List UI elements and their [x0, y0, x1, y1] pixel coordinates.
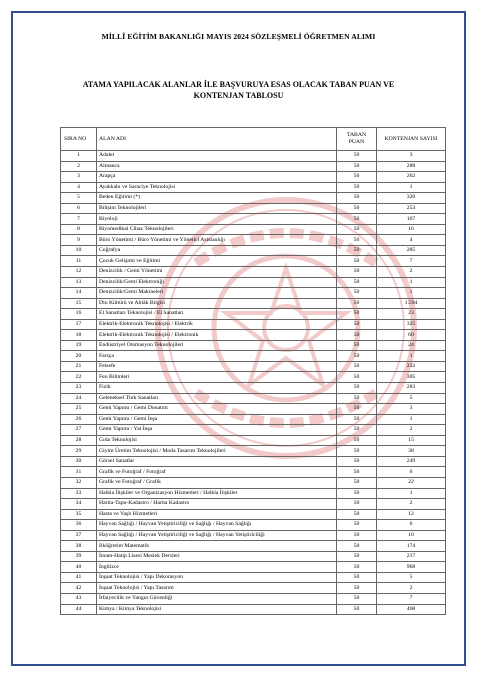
- row-kontenjan: 6: [377, 520, 446, 531]
- row-alan-adi: İmam-Hatip Lisesi Meslek Dersleri: [97, 551, 337, 562]
- table-row: [61, 509, 446, 520]
- row-sira-no: 30: [61, 456, 97, 467]
- table-row: [61, 604, 446, 615]
- row-kontenjan: 217: [377, 551, 446, 562]
- row-kontenjan: 3: [377, 404, 446, 415]
- row-sira-no: 14: [61, 288, 97, 299]
- quota-table: [60, 127, 446, 615]
- row-sira-no: 7: [61, 214, 97, 225]
- row-kontenjan: 6: [377, 467, 446, 478]
- row-taban-puan: 50: [337, 477, 377, 488]
- header-alan-adi: ALAN ADI: [97, 128, 337, 151]
- row-kontenjan: 285: [377, 245, 446, 256]
- row-taban-puan: 50: [337, 193, 377, 204]
- row-alan-adi: İnşaat Teknolojisi / Yapı Dekorasyon: [97, 572, 337, 583]
- row-alan-adi: Denizcilik/Gemi Elektroniği: [97, 277, 337, 288]
- row-sira-no: 15: [61, 298, 97, 309]
- row-kontenjan: 968: [377, 562, 446, 573]
- row-taban-puan: 50: [337, 425, 377, 436]
- row-sira-no: 17: [61, 319, 97, 330]
- row-sira-no: 26: [61, 414, 97, 425]
- row-kontenjan: 1.594: [377, 298, 446, 309]
- table-row: [61, 562, 446, 573]
- row-sira-no: 41: [61, 572, 97, 583]
- row-alan-adi: Grafik ve Fotoğraf / Fotoğraf: [97, 467, 337, 478]
- table-row: [61, 330, 446, 341]
- table-row: [61, 541, 446, 552]
- row-taban-puan: 50: [337, 414, 377, 425]
- row-taban-puan: 50: [337, 393, 377, 404]
- row-kontenjan: 305: [377, 372, 446, 383]
- row-sira-no: 33: [61, 488, 97, 499]
- table-row: [61, 267, 446, 278]
- row-alan-adi: Elektrik-Elektronik Teknolojisi / Elektrik: [97, 319, 337, 330]
- row-sira-no: 25: [61, 404, 97, 415]
- table-row: [61, 151, 446, 162]
- row-taban-puan: 50: [337, 435, 377, 446]
- table-row: [61, 203, 446, 214]
- row-taban-puan: 50: [337, 309, 377, 320]
- header-kontenjan: [377, 128, 446, 151]
- table-row: [61, 404, 446, 415]
- row-alan-adi: Hasta ve Yaşlı Hizmetleri: [97, 509, 337, 520]
- row-sira-no: 13: [61, 277, 97, 288]
- row-taban-puan: 50: [337, 383, 377, 394]
- table-row: [61, 393, 446, 404]
- row-alan-adi: Fizik: [97, 383, 337, 394]
- table-row: [61, 361, 446, 372]
- row-alan-adi: Büro Yönetimi / Büro Yönetimi ve Yönetici Asistanlığı: [97, 235, 337, 246]
- row-sira-no: 44: [61, 604, 97, 615]
- document-title: MİLLÎ EĞİTİM BAKANLIĞI MAYIS 2024 SÖZLEŞMELİ ÖĞRETMEN ALIMI: [101, 32, 376, 41]
- row-sira-no: 28: [61, 435, 97, 446]
- table-row: [61, 488, 446, 499]
- table-row: [61, 435, 446, 446]
- row-alan-adi: Biyomedikal Cihaz Teknolojileri: [97, 224, 337, 235]
- row-sira-no: 16: [61, 309, 97, 320]
- row-kontenjan: 2: [377, 425, 446, 436]
- row-kontenjan: 16: [377, 224, 446, 235]
- row-sira-no: 42: [61, 583, 97, 594]
- table-row: [61, 372, 446, 383]
- row-alan-adi: Halkla İlişkiler ve Organizasyon Hizmetleri / Halkla İlişkiler: [97, 488, 337, 499]
- row-kontenjan: 283: [377, 383, 446, 394]
- row-kontenjan: 7: [377, 256, 446, 267]
- row-kontenjan: 60: [377, 330, 446, 341]
- row-taban-puan: 50: [337, 172, 377, 183]
- row-sira-no: 38: [61, 541, 97, 552]
- row-taban-puan: 50: [337, 541, 377, 552]
- row-alan-adi: Görsel Sanatlar: [97, 456, 337, 467]
- row-sira-no: 10: [61, 245, 97, 256]
- row-kontenjan: 2: [377, 583, 446, 594]
- row-kontenjan: 262: [377, 172, 446, 183]
- row-sira-no: 5: [61, 193, 97, 204]
- row-sira-no: 19: [61, 340, 97, 351]
- row-taban-puan: 50: [337, 583, 377, 594]
- row-sira-no: 1: [61, 151, 97, 162]
- row-sira-no: 43: [61, 593, 97, 604]
- row-sira-no: 22: [61, 372, 97, 383]
- table-row: [61, 214, 446, 225]
- row-taban-puan: 50: [337, 267, 377, 278]
- row-taban-puan: 50: [337, 298, 377, 309]
- table-row: [61, 172, 446, 183]
- row-kontenjan: 253: [377, 203, 446, 214]
- row-taban-puan: 50: [337, 509, 377, 520]
- row-alan-adi: Denizcilik/Gemi Makineleri: [97, 288, 337, 299]
- row-taban-puan: 50: [337, 572, 377, 583]
- row-kontenjan: 5: [377, 572, 446, 583]
- row-sira-no: 34: [61, 499, 97, 510]
- row-alan-adi: Denizcilik / Gemi Yönetimi: [97, 267, 337, 278]
- row-alan-adi: Farsça: [97, 351, 337, 362]
- row-taban-puan: 50: [337, 520, 377, 531]
- table-row: [61, 456, 446, 467]
- row-sira-no: 9: [61, 235, 97, 246]
- table-row: [61, 414, 446, 425]
- row-alan-adi: Kimya / Kimya Teknolojisi: [97, 604, 337, 615]
- row-alan-adi: Çocuk Gelişimi ve Eğitimi: [97, 256, 337, 267]
- row-alan-adi: İtfaiyecilik ve Yangın Güvenliği: [97, 593, 337, 604]
- row-alan-adi: Fen Bilimleri: [97, 372, 337, 383]
- row-taban-puan: 50: [337, 319, 377, 330]
- row-sira-no: 27: [61, 425, 97, 436]
- row-kontenjan: 22: [377, 477, 446, 488]
- table-row: [61, 256, 446, 267]
- row-taban-puan: 50: [337, 288, 377, 299]
- row-taban-puan: 50: [337, 488, 377, 499]
- document-subtitle: ATAMA YAPILACAK ALANLAR İLE BAŞVURUYA ESAS OLACAK TABAN PUAN VE KONTENJAN TABLOSU: [82, 80, 395, 100]
- row-taban-puan: 50: [337, 256, 377, 267]
- table-row: [61, 499, 446, 510]
- row-sira-no: 3: [61, 172, 97, 183]
- row-sira-no: 39: [61, 551, 97, 562]
- row-taban-puan: 50: [337, 214, 377, 225]
- row-kontenjan: 24: [377, 340, 446, 351]
- row-alan-adi: İnşaat Teknolojisi / Yapı Tasarım: [97, 583, 337, 594]
- header-sira-no: SIRA NO: [61, 128, 97, 151]
- row-kontenjan: 15: [377, 435, 446, 446]
- row-sira-no: 23: [61, 383, 97, 394]
- table-header-row: [61, 128, 446, 151]
- row-taban-puan: 50: [337, 151, 377, 162]
- row-sira-no: 31: [61, 467, 97, 478]
- table-row: [61, 235, 446, 246]
- row-taban-puan: 50: [337, 245, 377, 256]
- table-row: [61, 583, 446, 594]
- row-alan-adi: Almanca: [97, 161, 337, 172]
- table-row: [61, 446, 446, 457]
- header-kontenjan-label: KONTENJAN SAYISI: [384, 135, 438, 142]
- row-alan-adi: Gemi Yapımı / Gemi Donatım: [97, 404, 337, 415]
- row-taban-puan: 50: [337, 224, 377, 235]
- table-row: [61, 383, 446, 394]
- row-kontenjan: 468: [377, 604, 446, 615]
- row-kontenjan: 4: [377, 235, 446, 246]
- table-row: [61, 572, 446, 583]
- table-row: [61, 593, 446, 604]
- row-taban-puan: 50: [337, 499, 377, 510]
- row-sira-no: 37: [61, 530, 97, 541]
- row-alan-adi: Gemi Yapımı / Yat İnşa: [97, 425, 337, 436]
- row-kontenjan: 1: [377, 351, 446, 362]
- row-taban-puan: 50: [337, 372, 377, 383]
- row-alan-adi: Gıda Teknolojisi: [97, 435, 337, 446]
- row-kontenjan: 232: [377, 361, 446, 372]
- row-taban-puan: 50: [337, 467, 377, 478]
- row-alan-adi: Biyoloji: [97, 214, 337, 225]
- row-taban-puan: 50: [337, 351, 377, 362]
- row-kontenjan: 5: [377, 393, 446, 404]
- table-row: [61, 288, 446, 299]
- row-alan-adi: Elektrik-Elektronik Teknolojisi / Elektronik: [97, 330, 337, 341]
- row-taban-puan: 50: [337, 182, 377, 193]
- row-sira-no: 24: [61, 393, 97, 404]
- row-kontenjan: 167: [377, 214, 446, 225]
- row-kontenjan: 174: [377, 541, 446, 552]
- row-kontenjan: 288: [377, 161, 446, 172]
- row-kontenjan: 325: [377, 319, 446, 330]
- header-taban-puan: [337, 128, 377, 151]
- row-taban-puan: 50: [337, 361, 377, 372]
- row-taban-puan: 50: [337, 404, 377, 415]
- row-kontenjan: 2: [377, 499, 446, 510]
- table-row: [61, 351, 446, 362]
- row-sira-no: 40: [61, 562, 97, 573]
- table-row: [61, 309, 446, 320]
- row-alan-adi: Felsefe: [97, 361, 337, 372]
- row-sira-no: 6: [61, 203, 97, 214]
- row-sira-no: 29: [61, 446, 97, 457]
- table-row: [61, 319, 446, 330]
- row-alan-adi: Beden Eğitimi (*): [97, 193, 337, 204]
- table-row: [61, 467, 446, 478]
- table-row: [61, 477, 446, 488]
- row-sira-no: 4: [61, 182, 97, 193]
- row-alan-adi: Gemi Yapımı / Gemi İnşa: [97, 414, 337, 425]
- row-taban-puan: 50: [337, 340, 377, 351]
- table-row: [61, 425, 446, 436]
- row-kontenjan: 12: [377, 509, 446, 520]
- row-taban-puan: 50: [337, 277, 377, 288]
- row-kontenjan: 10: [377, 530, 446, 541]
- row-taban-puan: 50: [337, 530, 377, 541]
- row-sira-no: 21: [61, 361, 97, 372]
- row-sira-no: 11: [61, 256, 97, 267]
- table-row: [61, 520, 446, 531]
- row-kontenjan: 1: [377, 414, 446, 425]
- row-kontenjan: 1: [377, 488, 446, 499]
- row-taban-puan: 50: [337, 593, 377, 604]
- row-sira-no: 35: [61, 509, 97, 520]
- row-alan-adi: Arapça: [97, 172, 337, 183]
- row-alan-adi: Grafik ve Fotoğraf / Grafik: [97, 477, 337, 488]
- row-taban-puan: 50: [337, 235, 377, 246]
- table-row: [61, 161, 446, 172]
- table-row: [61, 182, 446, 193]
- row-kontenjan: 2: [377, 267, 446, 278]
- row-alan-adi: Geleneksel Türk Sanatları: [97, 393, 337, 404]
- row-kontenjan: 23: [377, 309, 446, 320]
- table-row: [61, 530, 446, 541]
- row-taban-puan: 50: [337, 446, 377, 457]
- table-row: [61, 245, 446, 256]
- row-kontenjan: 1: [377, 288, 446, 299]
- row-alan-adi: El Sanatları Teknolojisi / El Sanatları: [97, 309, 337, 320]
- table-row: [61, 224, 446, 235]
- row-alan-adi: Din Kültürü ve Ahlâk Bilgisi: [97, 298, 337, 309]
- row-alan-adi: Hayvan Sağlığı / Hayvan Yetiştiriciliği ve Sağlığı / Hayvan Sağlığı: [97, 520, 337, 531]
- row-taban-puan: 50: [337, 161, 377, 172]
- row-taban-puan: 50: [337, 551, 377, 562]
- document-page: [11, 11, 466, 666]
- row-kontenjan: 320: [377, 193, 446, 204]
- row-taban-puan: 50: [337, 562, 377, 573]
- row-sira-no: 32: [61, 477, 97, 488]
- row-sira-no: 36: [61, 520, 97, 531]
- row-kontenjan: 38: [377, 446, 446, 457]
- row-alan-adi: Giyim Üretim Teknolojisi / Moda Tasarım Teknolojileri: [97, 446, 337, 457]
- row-kontenjan: 1: [377, 182, 446, 193]
- table-row: [61, 298, 446, 309]
- table-row: [61, 277, 446, 288]
- row-sira-no: 2: [61, 161, 97, 172]
- row-sira-no: 12: [61, 267, 97, 278]
- row-taban-puan: 50: [337, 330, 377, 341]
- row-kontenjan: 3: [377, 151, 446, 162]
- row-kontenjan: 249: [377, 456, 446, 467]
- row-alan-adi: Endüstriyel Otomasyon Teknolojileri: [97, 340, 337, 351]
- row-kontenjan: 7: [377, 593, 446, 604]
- row-alan-adi: Adalet: [97, 151, 337, 162]
- row-taban-puan: 50: [337, 604, 377, 615]
- row-alan-adi: Bilişim Teknolojileri: [97, 203, 337, 214]
- header-taban-puan-label: TABAN PUAN: [346, 132, 367, 145]
- table-row: [61, 193, 446, 204]
- table-row: [61, 551, 446, 562]
- row-kontenjan: 1: [377, 277, 446, 288]
- row-alan-adi: İlköğretim Matematik: [97, 541, 337, 552]
- row-alan-adi: Coğrafya: [97, 245, 337, 256]
- row-alan-adi: Ayakkabı ve Saraciye Teknolojisi: [97, 182, 337, 193]
- row-alan-adi: İngilizce: [97, 562, 337, 573]
- row-sira-no: 8: [61, 224, 97, 235]
- row-sira-no: 20: [61, 351, 97, 362]
- row-taban-puan: 50: [337, 456, 377, 467]
- row-taban-puan: 50: [337, 203, 377, 214]
- table-row: [61, 340, 446, 351]
- row-sira-no: 18: [61, 330, 97, 341]
- row-alan-adi: Hayvan Sağlığı / Hayvan Yetiştiriciliği ve Sağlığı / Hayvan Yetiştiriciliği: [97, 530, 337, 541]
- row-alan-adi: Harita-Tapu-Kadastro / Harita Kadastro: [97, 499, 337, 510]
